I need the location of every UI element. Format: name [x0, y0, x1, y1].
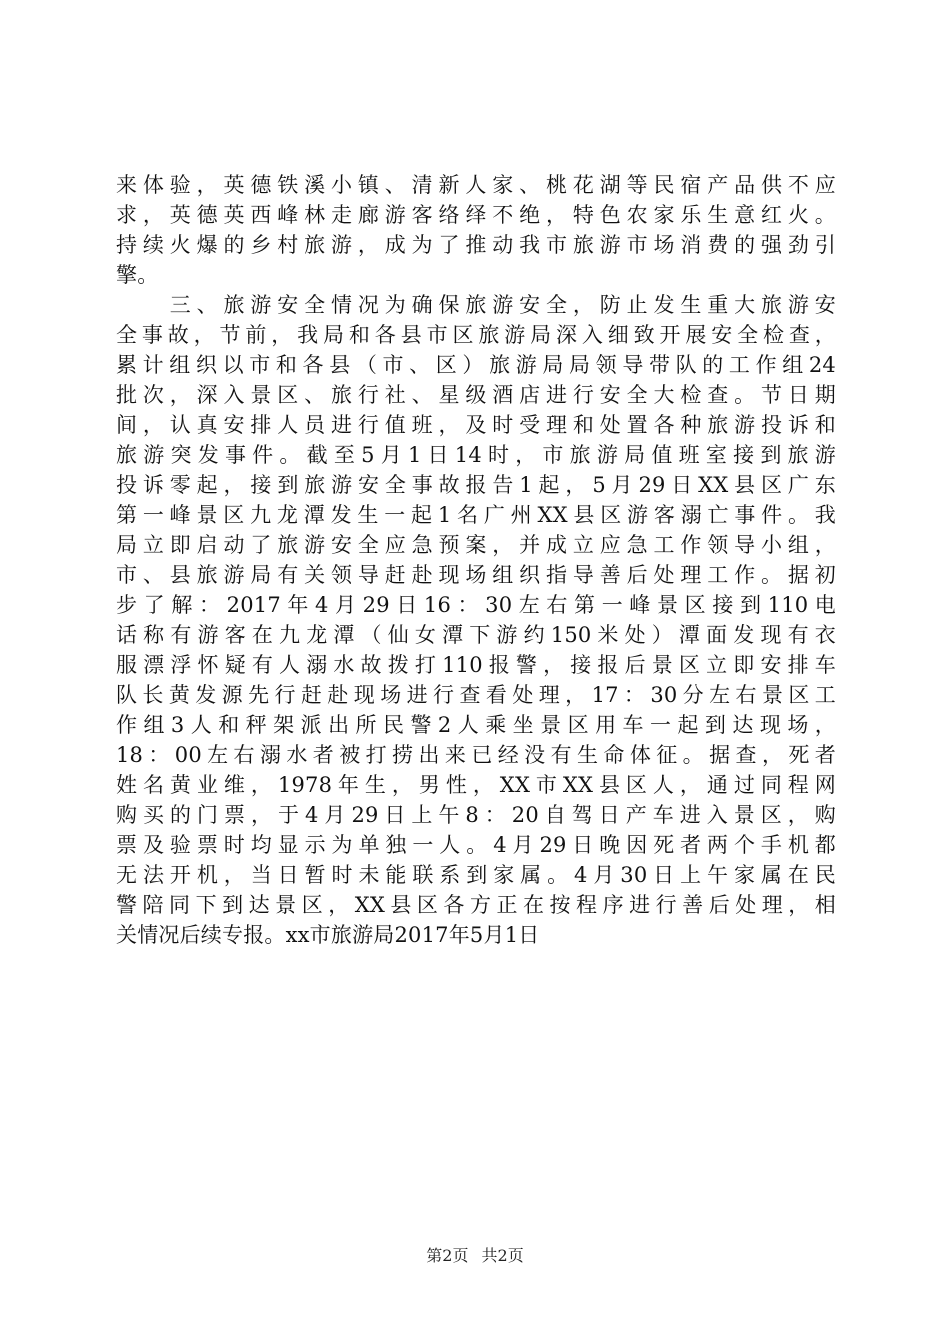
text-line: 全事故，节前，我局和各县市区旅游局深入细致开展安全检查，: [116, 323, 836, 347]
text-line: 投诉零起，接到旅游安全事故报告1起，5月29日XX县区广东: [116, 473, 836, 497]
text-line: 市、县旅游局有关领导赶赴现场组织指导善后处理工作。据初: [116, 563, 836, 587]
text-line: 18：00左右溺水者被打捞出来已经没有生命体征。据查，死者: [116, 743, 836, 767]
text-line: 三、旅游安全情况为确保旅游安全，防止发生重大旅游安: [116, 293, 836, 317]
text-line: 话称有游客在九龙潭（仙女潭下游约150米处）潭面发现有衣: [116, 623, 836, 647]
text-line: 旅游突发事件。截至5月1日14时，市旅游局值班室接到旅游: [116, 443, 836, 467]
text-line: 无法开机，当日暂时未能联系到家属。4月30日上午家属在民: [116, 863, 836, 887]
text-line: 步了解：2017年4月29日16：30左右第一峰景区接到110电: [116, 593, 836, 617]
text-line: 局立即启动了旅游安全应急预案，并成立应急工作领导小组，: [116, 533, 836, 557]
text-line: 作组3人和秤架派出所民警2人乘坐景区用车一起到达现场，: [116, 713, 836, 737]
text-line: 间，认真安排人员进行值班，及时受理和处置各种旅游投诉和: [116, 413, 836, 437]
text-line: 票及验票时均显示为单独一人。4月29日晚因死者两个手机都: [116, 833, 836, 857]
body-text: [116, 170, 836, 950]
text-line: 警陪同下到达景区，XX县区各方正在按程序进行善后处理，相: [116, 893, 836, 917]
page-total: 共2页: [481, 1246, 524, 1265]
text-line: 求，英德英西峰林走廊游客络绎不绝，特色农家乐生意红火。: [116, 203, 836, 227]
text-line: 第一峰景区九龙潭发生一起1名广州XX县区游客溺亡事件。我: [116, 503, 836, 527]
text-line: 来体验，英德铁溪小镇、清新人家、桃花湖等民宿产品供不应: [116, 173, 836, 197]
page-number: 第2页: [426, 1246, 469, 1265]
text-line: 批次，深入景区、旅行社、星级酒店进行安全大检查。节日期: [116, 383, 836, 407]
text-line: 服漂浮怀疑有人溺水故拨打110报警，接报后景区立即安排车: [116, 653, 836, 677]
text-line: 购买的门票，于4月29日上午8：20自驾日产车进入景区，购: [116, 803, 836, 827]
text-line: 擎。: [116, 263, 159, 287]
text-line: 关情况后续专报。xx市旅游局2017年5月1日: [116, 923, 540, 947]
page-footer: [0, 1246, 950, 1266]
text-line: 持续火爆的乡村旅游，成为了推动我市旅游市场消费的强劲引: [116, 233, 836, 257]
text-line: 队长黄发源先行赶赴现场进行查看处理，17：30分左右景区工: [116, 683, 836, 707]
text-line: 累计组织以市和各县（市、区）旅游局局领导带队的工作组24: [116, 353, 836, 377]
text-line: 姓名黄业维，1978年生，男性，XX市XX县区人，通过同程网: [116, 773, 836, 797]
